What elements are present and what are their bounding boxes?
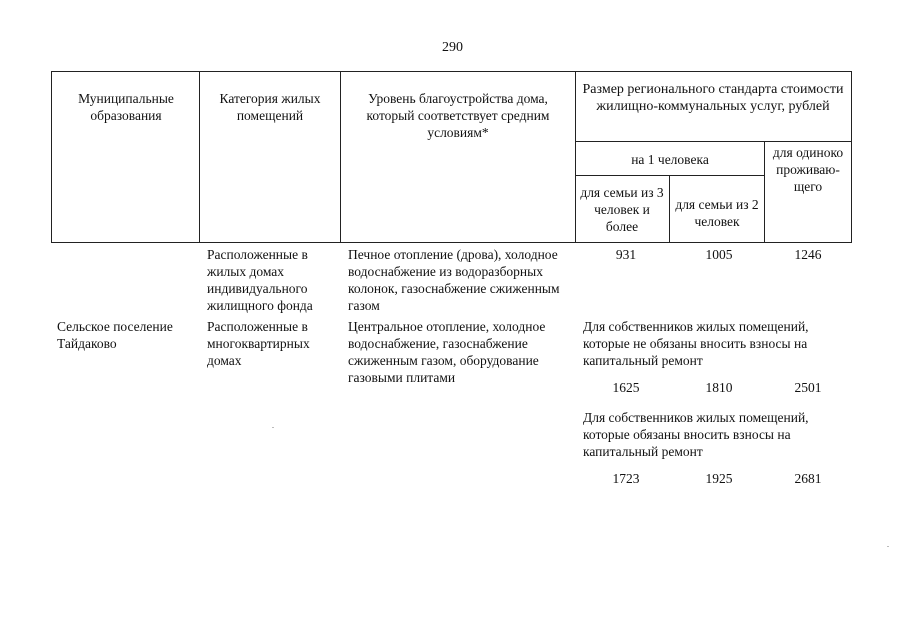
divider bbox=[851, 72, 852, 243]
row2-note-2: Для собственников жилых помещений, которые обязаны вносить взносы на капитальный ремонт bbox=[583, 410, 809, 459]
row1-value-single: 1246 bbox=[794, 247, 822, 262]
divider bbox=[575, 141, 852, 142]
divider bbox=[575, 72, 576, 243]
row1-value-family2: 1005 bbox=[705, 247, 733, 262]
row2-sub1-value-single: 2501 bbox=[794, 380, 822, 395]
row2-note-1: Для собственников жилых помещений, которые не обязаны вносить взносы на капитальный ремонт bbox=[583, 319, 809, 368]
row1-category: Расположенные в жилых домах индивидуального жилищного фонда bbox=[207, 247, 313, 313]
row1-value-family3: 931 bbox=[615, 247, 637, 262]
divider bbox=[764, 141, 765, 243]
scan-speck bbox=[887, 546, 889, 547]
header-standard: Размер регионального стандарта стоимости жилищно-коммунальных услуг, рублей bbox=[582, 82, 844, 114]
row2-level: Центральное отопление, холодное водоснабжение, газоснабжение сжиженным газом, оборудование газовыми плитами bbox=[348, 319, 546, 385]
row2-municipality: Сельское поселение Тайдаково bbox=[57, 319, 173, 351]
divider bbox=[340, 72, 341, 243]
header-per-person: на 1 человека bbox=[631, 152, 709, 167]
header-family3: для семьи из 3 человек и более bbox=[580, 185, 664, 234]
page-number: 290 bbox=[442, 40, 463, 55]
row1-level: Печное отопление (дрова), холодное водоснабжение из водоразборных колонок, газоснабжение сжиженным газом bbox=[348, 247, 560, 313]
divider bbox=[669, 175, 670, 243]
table-header bbox=[51, 71, 852, 243]
row2-sub1-value-family2: 1810 bbox=[705, 380, 733, 395]
row2-sub1-value-family3: 1625 bbox=[612, 380, 640, 395]
row2-sub2-value-family2: 1925 bbox=[705, 471, 733, 486]
scan-speck bbox=[272, 427, 274, 428]
header-family2: для семьи из 2 человек bbox=[675, 197, 759, 229]
row2-sub2-value-single: 2681 bbox=[794, 471, 822, 486]
divider bbox=[199, 72, 200, 243]
row2-category: Расположенные в многоквартирных домах bbox=[207, 319, 310, 368]
header-category: Категория жилых помещений bbox=[219, 91, 321, 123]
divider bbox=[575, 175, 765, 176]
header-level: Уровень благоустройства дома, который соответствует средним условиям* bbox=[366, 91, 550, 140]
row2-sub2-value-family3: 1723 bbox=[612, 471, 640, 486]
header-single: для одиноко проживаю-щего bbox=[772, 145, 844, 194]
header-municipal: Муниципальные образования bbox=[78, 91, 174, 123]
